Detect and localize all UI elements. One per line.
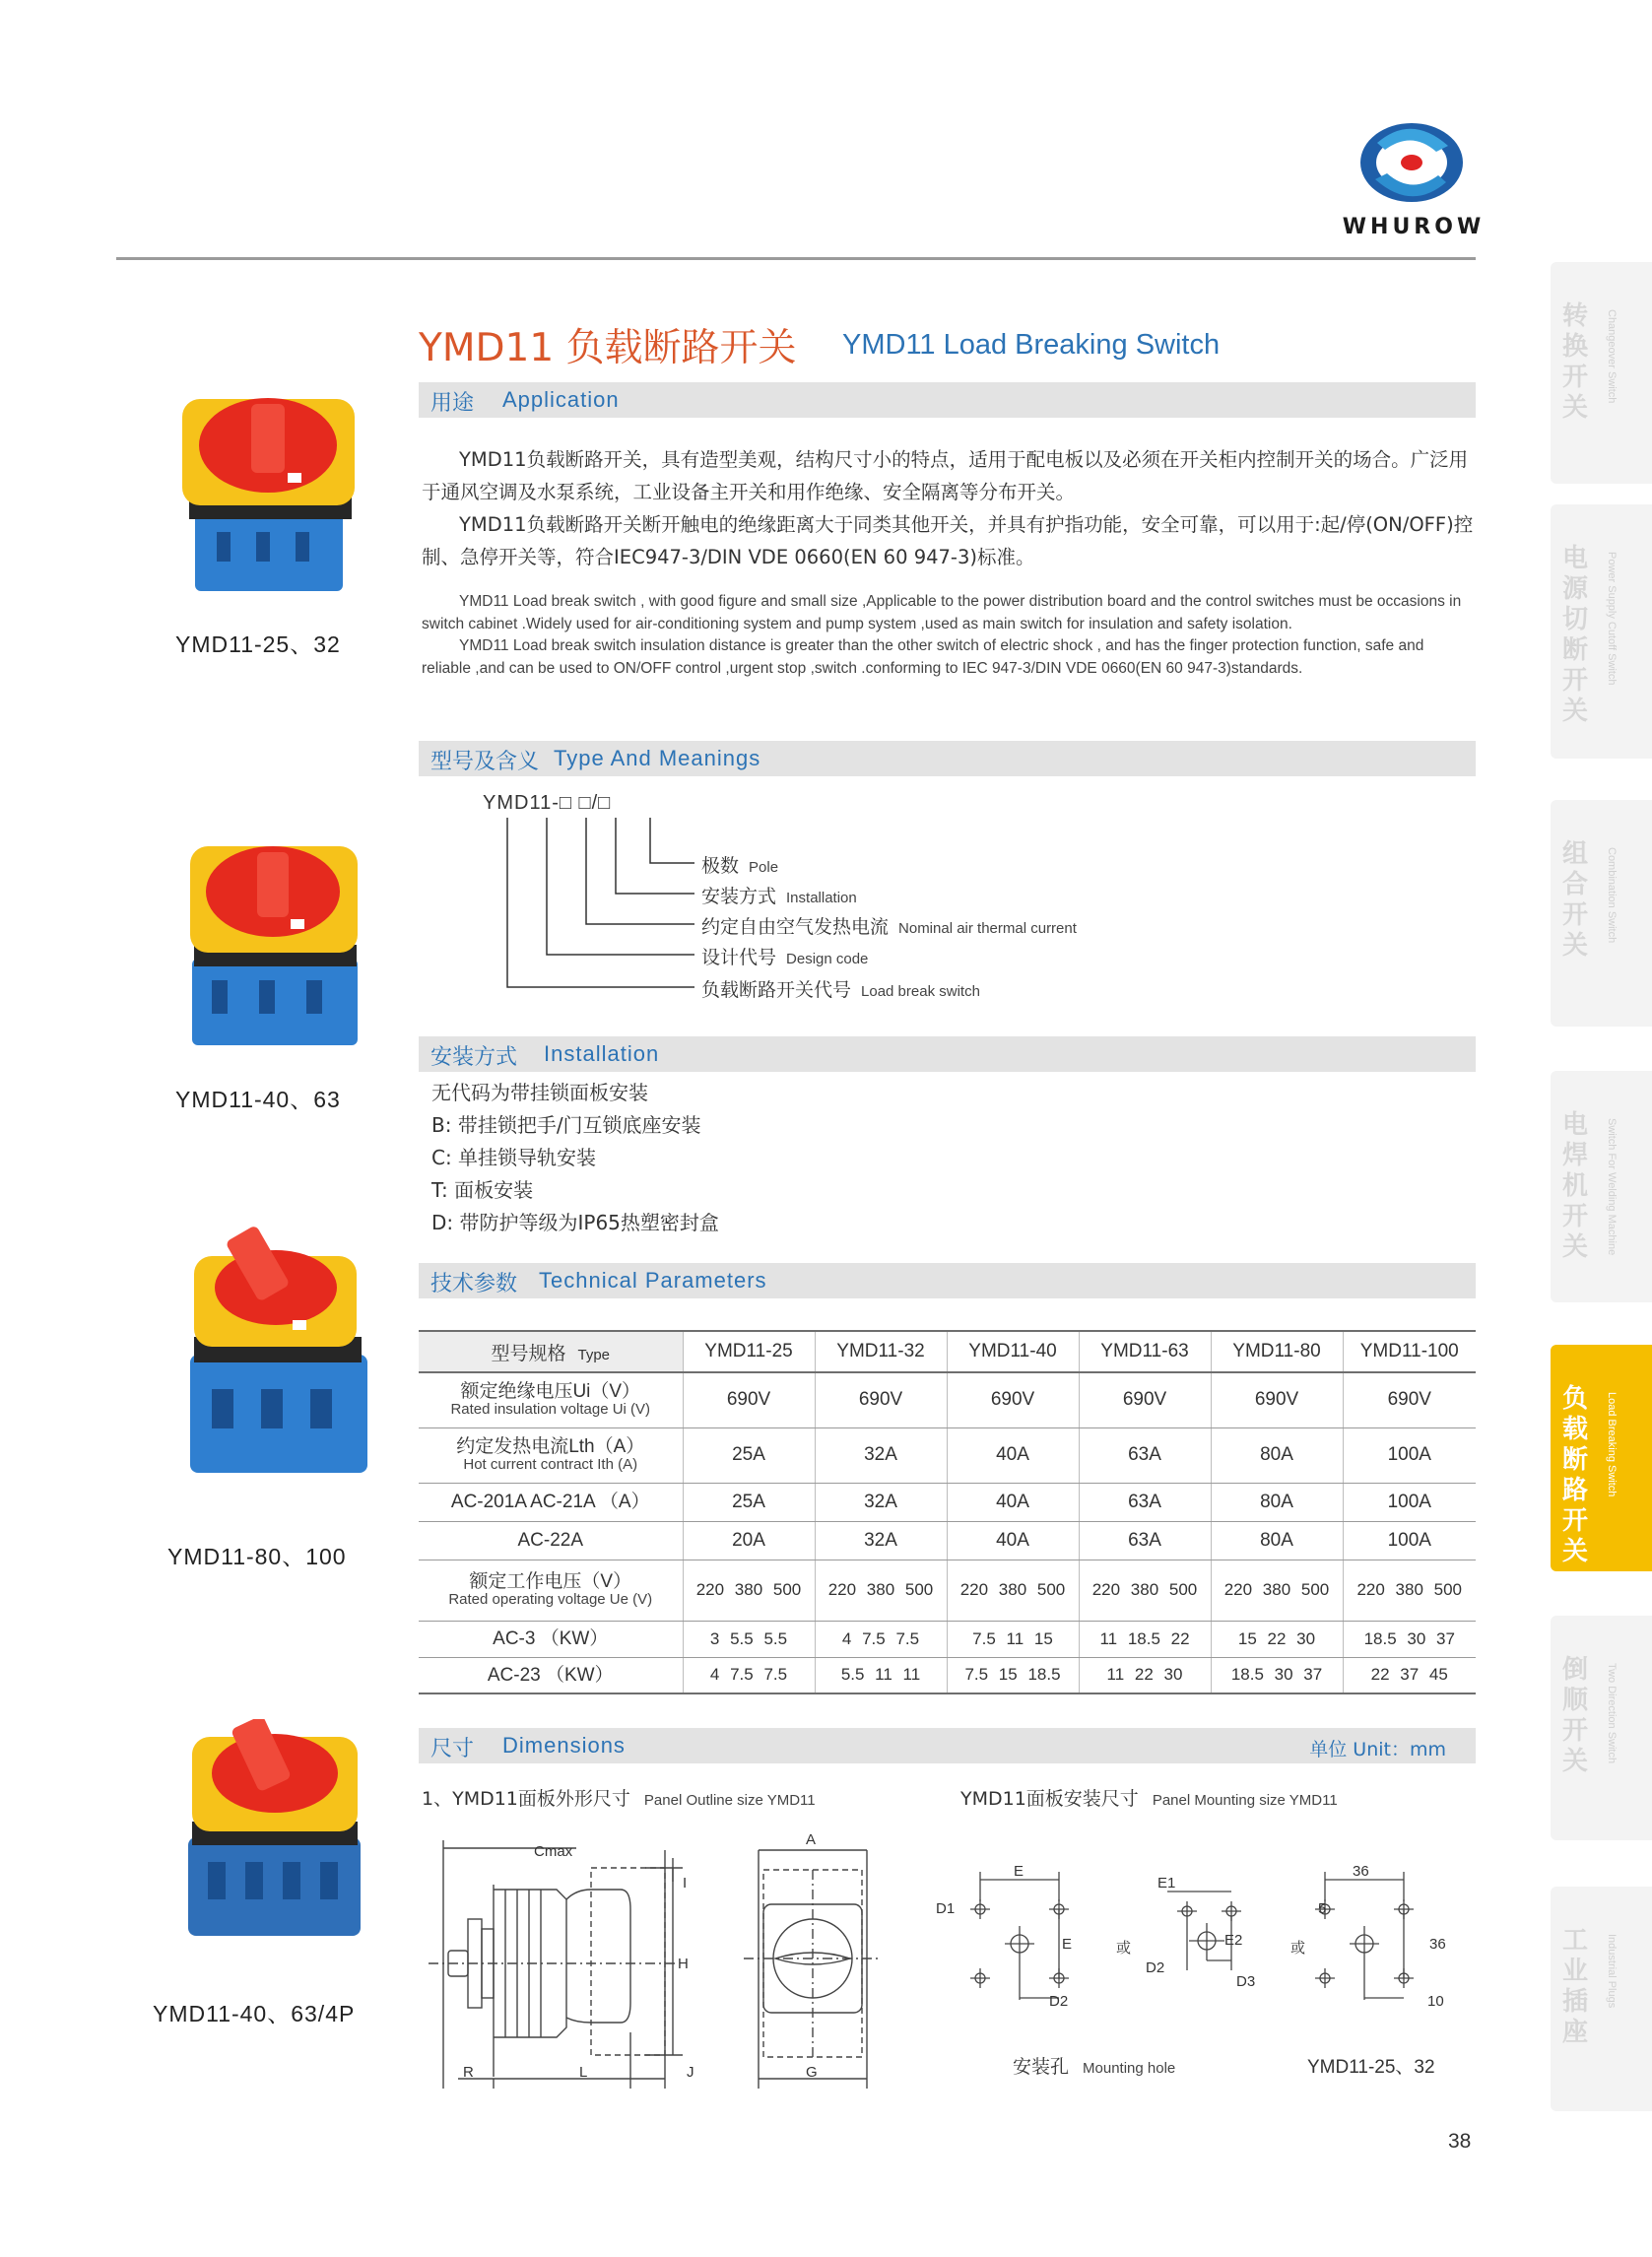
list-item: D: 带防护等级为IP65热塑密封盒 <box>431 1211 719 1234</box>
list-item: C: 单挂锁导轨安装 <box>431 1146 597 1169</box>
table-cell: 690V <box>683 1372 815 1427</box>
table-cell: 20A <box>683 1521 815 1560</box>
table-cell: 220 380 500 <box>683 1560 815 1621</box>
product-caption: YMD11-40、63/4P <box>153 2001 356 2026</box>
side-tab-power-cutoff[interactable] <box>1551 504 1652 759</box>
table-cell: 63A <box>1079 1521 1211 1560</box>
product-caption: YMD11-25、32 <box>175 631 341 657</box>
row-label: AC-23 （KW） <box>419 1657 683 1693</box>
section-title-en: Installation <box>544 1041 660 1066</box>
type-meaning-item: 极数 Pole <box>701 855 779 877</box>
section-title-en: Type And Meanings <box>554 746 761 770</box>
side-tab-load-breaking[interactable] <box>1551 1345 1652 1571</box>
dimension-label: 36 <box>1353 1863 1369 1880</box>
list-item: 无代码为带挂锁面板安装 <box>431 1081 648 1104</box>
side-tab-industrial-plugs[interactable] <box>1551 1887 1652 2111</box>
table-cell: 25A <box>683 1427 815 1483</box>
table-cell: 32A <box>815 1521 947 1560</box>
section-header-type-meanings <box>419 741 1476 776</box>
paragraph: YMD11 Load break switch insulation distance is greater than the other switch of electric shock , and has the finger protection function, safe and reliable ,and can be used to ON/OFF control ,urgent stop ,switch .conforming to IEC 947-3/DIN VDE 0660(EN 60 947-3)standards. <box>422 637 1424 677</box>
table-cell: 690V <box>947 1372 1079 1427</box>
table-cell: 5.5 11 11 <box>815 1657 947 1693</box>
dimension-label: E1 <box>1157 1875 1176 1892</box>
table-cell: 690V <box>1343 1372 1476 1427</box>
table-row <box>419 1621 1476 1657</box>
table-header-cell: YMD11-25 <box>683 1331 815 1372</box>
table-header-cell: YMD11-100 <box>1343 1331 1476 1372</box>
table-cell: 80A <box>1211 1521 1343 1560</box>
dimension-label: J <box>687 2064 694 2081</box>
section-title-en: Application <box>502 387 620 412</box>
logo-emblem <box>1338 118 1486 217</box>
table-cell: 11 22 30 <box>1079 1657 1211 1693</box>
table-row <box>419 1560 1476 1621</box>
table-cell: 220 380 500 <box>1343 1560 1476 1621</box>
type-meaning-item: 安装方式 Installation <box>701 886 857 907</box>
outline-subtitle: 1、YMD11面板外形尺寸 Panel Outline size YMD11 <box>422 1788 816 1810</box>
dimension-label: D2 <box>1146 1959 1165 1976</box>
dimension-label: 5 <box>1318 1900 1327 1917</box>
page-title-en: YMD11 Load Breaking Switch <box>842 329 1221 361</box>
page-number: 38 <box>1448 2130 1472 2153</box>
table-header-row <box>419 1331 1476 1372</box>
row-label: 约定发热电流Lth（A） Hot current contract Ith (A) <box>419 1427 683 1483</box>
table-cell: 100A <box>1343 1427 1476 1483</box>
dimension-label: 10 <box>1427 1993 1444 2010</box>
section-title: 用途 <box>430 391 475 416</box>
table-cell: 40A <box>947 1521 1079 1560</box>
type-meaning-item: 设计代号 Design code <box>701 947 869 968</box>
application-text-en <box>422 591 1476 680</box>
side-tab-label-en: Combination Switch <box>1606 847 1618 944</box>
table-cell: 100A <box>1343 1483 1476 1521</box>
table-cell: 40A <box>947 1483 1079 1521</box>
row-label: AC-3 （KW） <box>419 1621 683 1657</box>
table-cell: 25A <box>683 1483 815 1521</box>
dimension-label: E2 <box>1224 1932 1243 1949</box>
table-cell: 80A <box>1211 1483 1343 1521</box>
dimension-label: D1 <box>936 1900 956 1917</box>
list-item: B: 带挂锁把手/门互锁底座安装 <box>431 1113 701 1137</box>
table-cell: 690V <box>815 1372 947 1427</box>
table-row <box>419 1427 1476 1483</box>
side-tab-label: 组合开关 <box>1562 839 1589 961</box>
table-cell: 32A <box>815 1483 947 1521</box>
section-title: 型号及含义 <box>430 750 540 774</box>
table-header-cell: YMD11-80 <box>1211 1331 1343 1372</box>
brand-name: WHUROW <box>1342 215 1486 239</box>
installation-list <box>431 1077 719 1239</box>
table-cell: 63A <box>1079 1427 1211 1483</box>
side-tab-label-en: Changeover Switch <box>1606 309 1618 404</box>
side-tab-label: 转换开关 <box>1562 301 1589 423</box>
section-title: 技术参数 <box>430 1272 518 1296</box>
table-row <box>419 1483 1476 1521</box>
section-title-en: Technical Parameters <box>539 1268 767 1293</box>
product-image-25-32 <box>177 394 374 605</box>
side-tab-changeover[interactable] <box>1551 262 1652 484</box>
table-header-cell: YMD11-40 <box>947 1331 1079 1372</box>
table-cell: 7.5 15 18.5 <box>947 1657 1079 1693</box>
product-image-40-63 <box>182 842 379 1058</box>
mounting-hole-caption: 安装孔 Mounting hole <box>1013 2056 1176 2078</box>
dimension-label: 或 <box>1290 1940 1306 1957</box>
table-cell: 690V <box>1211 1372 1343 1427</box>
type-code-leader-lines <box>497 818 704 995</box>
table-cell: 220 380 500 <box>1211 1560 1343 1621</box>
row-label: 额定工作电压（V） Rated operating voltage Ue (V) <box>419 1560 683 1621</box>
unit-label: 单位 Unit：mm <box>1309 1739 1446 1760</box>
product-caption: YMD11-40、63 <box>175 1087 341 1112</box>
mounting-model-caption: YMD11-25、32 <box>1307 2057 1435 2078</box>
table-cell: 100A <box>1343 1521 1476 1560</box>
list-item: T: 面板安装 <box>431 1178 534 1202</box>
product-caption: YMD11-80、100 <box>167 1544 347 1569</box>
side-tab-label: 工业插座 <box>1562 1926 1589 2047</box>
table-cell: 63A <box>1079 1483 1211 1521</box>
section-header-application <box>419 382 1476 418</box>
section-title: 尺寸 <box>430 1737 475 1761</box>
table-cell: 220 380 500 <box>1079 1560 1211 1621</box>
dimension-label: E <box>1062 1936 1073 1953</box>
table-cell: 4 7.5 7.5 <box>815 1621 947 1657</box>
dimension-label: 36 <box>1429 1936 1446 1953</box>
side-tab-label-en: Power Supply Cutoff Switch <box>1606 552 1618 686</box>
side-tab-label-en: Switch For Welding Machine <box>1606 1118 1618 1256</box>
table-cell: 220 380 500 <box>947 1560 1079 1621</box>
dimension-label: R <box>463 2064 474 2081</box>
side-tab-combination[interactable] <box>1551 800 1652 1027</box>
dimension-label: D3 <box>1236 1973 1256 1990</box>
dimension-label: A <box>806 1831 817 1848</box>
table-cell: 40A <box>947 1427 1079 1483</box>
dimension-label: I <box>683 1875 688 1892</box>
dimension-label: D2 <box>1049 1993 1069 2010</box>
mounting-hole-drawing <box>931 1862 1463 2020</box>
side-tab-label-en: Load Breaking Switch <box>1606 1392 1618 1497</box>
side-tab-label: 电源切断开关 <box>1562 544 1589 726</box>
dimension-label: L <box>579 2064 588 2081</box>
page-title: YMD11 负载断路开关 <box>419 326 797 370</box>
table-cell: 32A <box>815 1427 947 1483</box>
side-tab-label: 倒顺开关 <box>1562 1655 1589 1776</box>
section-header-installation <box>419 1036 1476 1072</box>
dimension-label: 或 <box>1116 1940 1132 1957</box>
outline-drawing <box>419 1830 882 2096</box>
section-header-dimensions <box>419 1728 1476 1763</box>
row-label: AC-201A AC-21A （A） <box>419 1483 683 1521</box>
table-cell: 22 37 45 <box>1343 1657 1476 1693</box>
section-title-en: Dimensions <box>502 1733 626 1758</box>
table-cell: 80A <box>1211 1427 1343 1483</box>
table-cell: 220 380 500 <box>815 1560 947 1621</box>
table-cell: 3 5.5 5.5 <box>683 1621 815 1657</box>
table-header-cell: 型号规格 Type <box>419 1331 683 1372</box>
table-row <box>419 1521 1476 1560</box>
dimension-label: G <box>806 2064 818 2081</box>
product-image-40-63-4p <box>182 1719 379 1950</box>
side-tab-welding[interactable] <box>1551 1071 1652 1302</box>
mount-subtitle: YMD11面板安装尺寸 Panel Mounting size YMD11 <box>960 1788 1338 1810</box>
dimension-label: Cmax <box>534 1843 573 1860</box>
type-meaning-item: 约定自由空气发热电流 Nominal air thermal current <box>701 916 1077 938</box>
product-image-80-100 <box>182 1227 379 1492</box>
side-tab-label: 电焊机开关 <box>1562 1110 1589 1262</box>
table-cell: 690V <box>1079 1372 1211 1427</box>
table-cell: 4 7.5 7.5 <box>683 1657 815 1693</box>
section-title: 安装方式 <box>430 1045 518 1070</box>
section-header-technical <box>419 1263 1476 1298</box>
paragraph: YMD11 Load break switch , with good figure and small size ,Applicable to the power distribution board and the control switches must be occasions in switch cabinet .Widely used for air-conditioning system and pump system ,used as main switch for insulation and safety isolation. <box>422 593 1462 632</box>
table-cell: 18.5 30 37 <box>1211 1657 1343 1693</box>
technical-parameters-table <box>419 1330 1476 1694</box>
row-label: 额定绝缘电压Ui（V） Rated insulation voltage Ui (V) <box>419 1372 683 1427</box>
table-row <box>419 1657 1476 1693</box>
header-rule <box>116 257 1476 260</box>
type-meaning-item: 负载断路开关代号 Load break switch <box>701 979 980 1001</box>
side-tab-label-en: Two Direction Switch <box>1606 1663 1618 1764</box>
type-code: YMD11-□ □/□ <box>483 792 612 814</box>
table-cell: 11 18.5 22 <box>1079 1621 1211 1657</box>
table-cell: 18.5 30 37 <box>1343 1621 1476 1657</box>
dimension-label: E <box>1014 1863 1024 1880</box>
table-cell: 7.5 11 15 <box>947 1621 1079 1657</box>
side-tab-label: 负载断路开关 <box>1562 1384 1589 1566</box>
dimension-label: H <box>678 1956 689 1972</box>
table-cell: 15 22 30 <box>1211 1621 1343 1657</box>
row-label: AC-22A <box>419 1521 683 1560</box>
side-tab-two-direction[interactable] <box>1551 1616 1652 1840</box>
paragraph: YMD11负载断路开关，具有造型美观，结构尺寸小的特点，适用于配电板以及必须在开关柜内控制开关的场合。广泛用于通风空调及水泵系统，工业设备主开关和用作绝缘、安全隔离等分布开关。 <box>422 448 1469 503</box>
table-header-cell: YMD11-63 <box>1079 1331 1211 1372</box>
side-tab-label-en: Industrial Plugs <box>1606 1934 1618 2009</box>
table-header-cell: YMD11-32 <box>815 1331 947 1372</box>
application-text-zh <box>422 443 1476 573</box>
table-row <box>419 1372 1476 1427</box>
paragraph: YMD11负载断路开关断开触电的绝缘距离大于同类其他开关，并具有护指功能，安全可靠，可以用于:起/停(ON/OFF)控制、急停开关等，符合IEC947-3/DIN VDE 0660(EN 60 947-3)标准。 <box>422 513 1474 568</box>
